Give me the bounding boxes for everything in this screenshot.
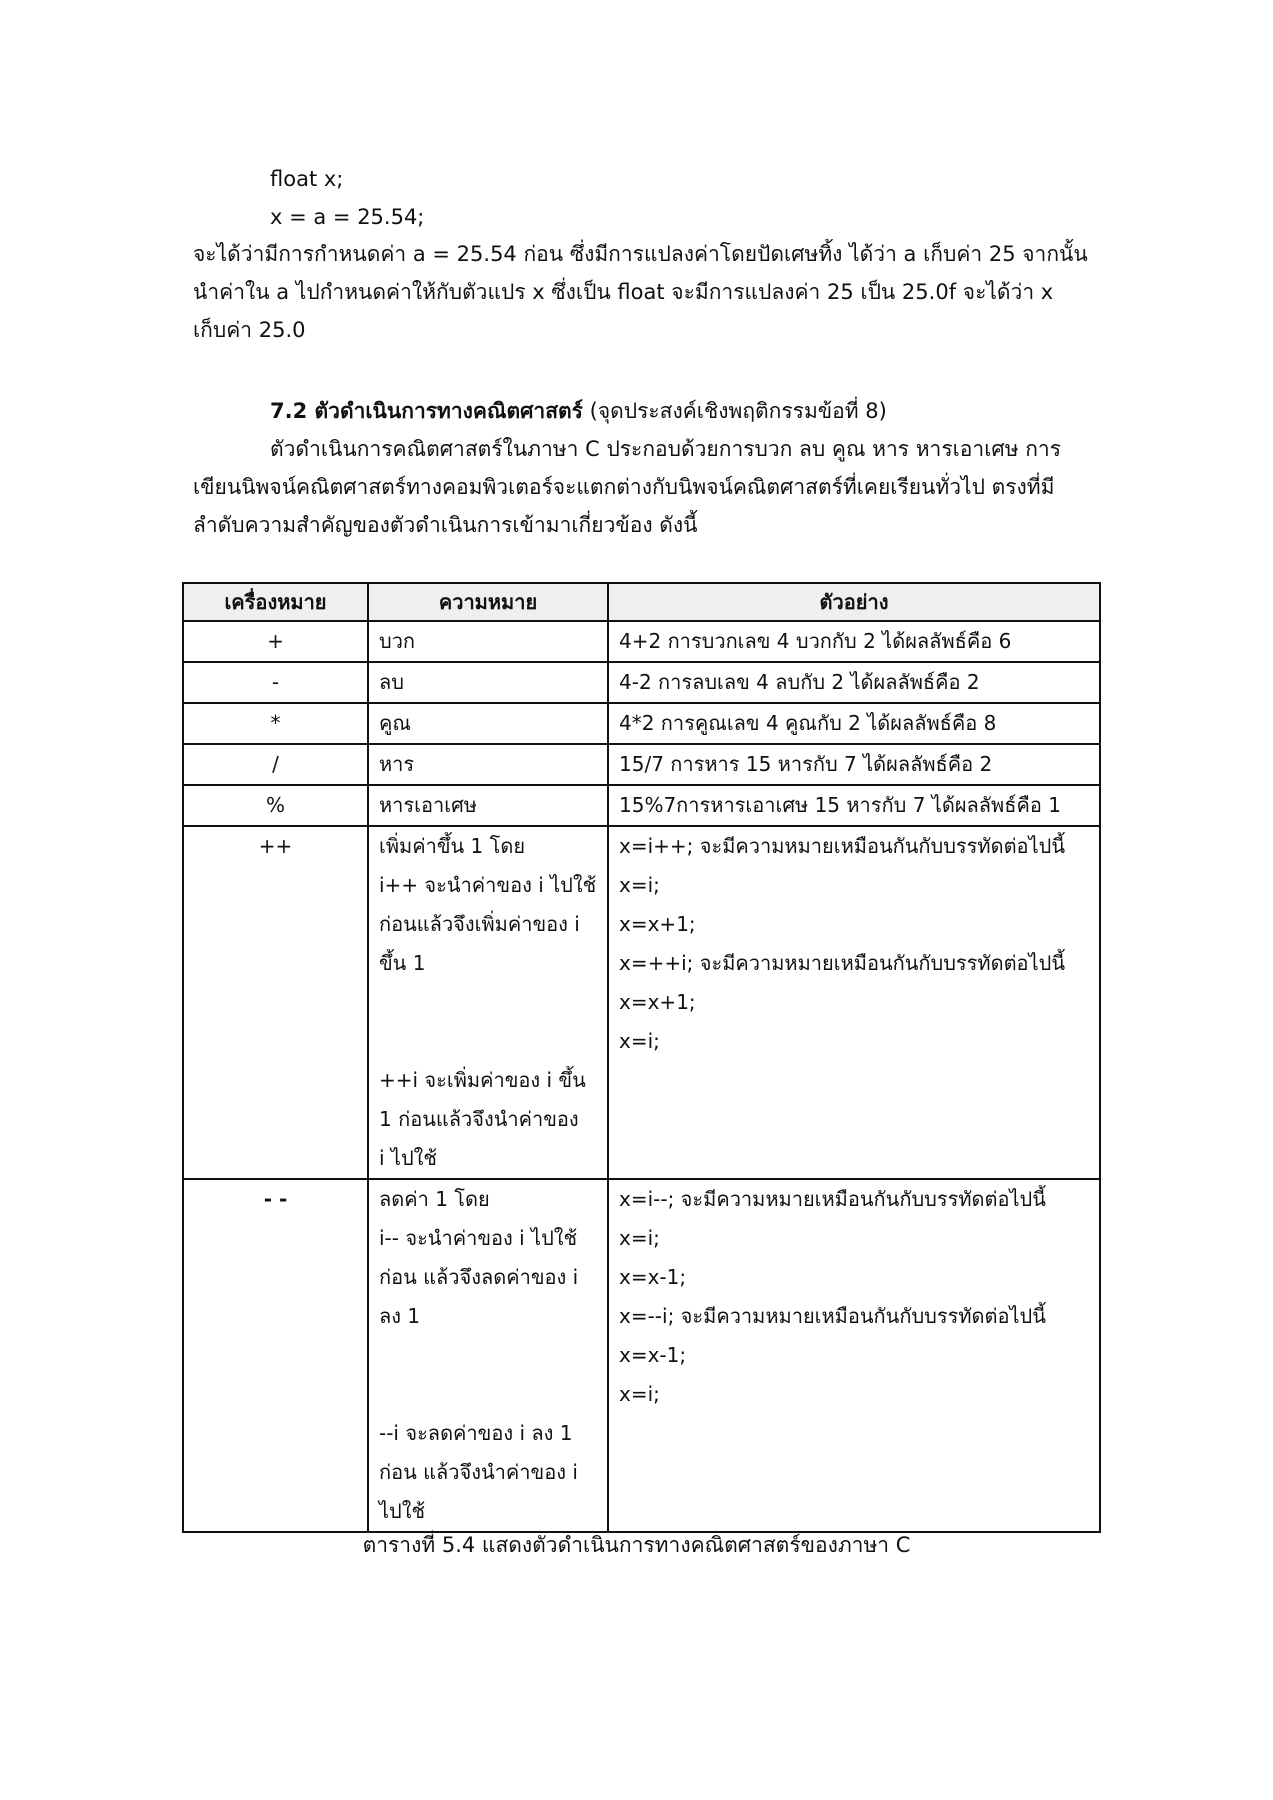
table-row — [183, 744, 1100, 785]
meaning-line: ขึ้น 1 — [379, 951, 426, 975]
table-row — [183, 662, 1100, 703]
example-line: x=i; — [619, 873, 660, 897]
table-row — [183, 703, 1100, 744]
row-symbol: + — [183, 621, 368, 662]
table-row-increment — [183, 826, 1100, 1179]
table-caption: ตารางที่ 5.4 แสดงตัวดำเนินการทางคณิตศาสตร์ของภาษา C — [362, 1533, 911, 1557]
row-symbol: * — [183, 703, 368, 744]
meaning-line: ลดค่า 1 โดย — [379, 1187, 490, 1211]
meaning-line: ไปใช้ — [379, 1499, 426, 1523]
intro-line-3: เก็บค่า 25.0 — [193, 318, 306, 342]
header-symbol: เครื่องหมาย — [183, 583, 368, 621]
example-line: x=x-1; — [619, 1265, 687, 1289]
spacer — [379, 1336, 597, 1414]
meaning-line: ก่อน แล้วจึงนำค่าของ i — [379, 1460, 578, 1484]
row-example: 4+2 การบวกเลข 4 บวกกับ 2 ได้ผลลัพธ์คือ 6 — [608, 621, 1100, 662]
row-meaning: หาร — [368, 744, 608, 785]
code-line-1: float x; — [270, 167, 344, 191]
example-line: x=++i; จะมีความหมายเหมือนกันกับบรรทัดต่อไปนี้ — [619, 951, 1065, 975]
intro-line-1: จะได้ว่ามีการกำหนดค่า a = 25.54 ก่อน ซึ่งมีการแปลงค่าโดยปัดเศษทิ้ง ได้ว่า a เก็บค่า 25 จากนั้น — [193, 242, 1088, 266]
row-symbol: - - — [183, 1179, 368, 1532]
example-line: x=--i; จะมีความหมายเหมือนกันกับบรรทัดต่อไปนี้ — [619, 1304, 1046, 1328]
header-example: ตัวอย่าง — [608, 583, 1100, 621]
operators-table — [182, 582, 1101, 1533]
example-line: x=x-1; — [619, 1343, 687, 1367]
row-example — [608, 826, 1100, 1179]
example-line: x=i; — [619, 1226, 660, 1250]
row-meaning: บวก — [368, 621, 608, 662]
row-symbol: ++ — [183, 826, 368, 1179]
table-header-row — [183, 583, 1100, 621]
meaning-line: ก่อนแล้วจึงเพิ่มค่าของ i — [379, 912, 580, 936]
row-symbol: - — [183, 662, 368, 703]
row-example: 15/7 การหาร 15 หารกับ 7 ได้ผลลัพธ์คือ 2 — [608, 744, 1100, 785]
table-row — [183, 621, 1100, 662]
section-line-3: ลำดับความสำคัญของตัวดำเนินการเข้ามาเกี่ยวข้อง ดังนี้ — [193, 513, 698, 537]
section-line-1: ตัวดำเนินการคณิตศาสตร์ในภาษา C ประกอบด้วยการบวก ลบ คูณ หาร หารเอาเศษ การ — [270, 437, 1062, 461]
row-meaning: หารเอาเศษ — [368, 785, 608, 826]
meaning-line: i-- จะนำค่าของ i ไปใช้ — [379, 1226, 578, 1250]
table-row-decrement — [183, 1179, 1100, 1532]
example-line: x=i; — [619, 1382, 660, 1406]
header-meaning: ความหมาย — [368, 583, 608, 621]
row-meaning — [368, 826, 608, 1179]
row-example: 4-2 การลบเลข 4 ลบกับ 2 ได้ผลลัพธ์คือ 2 — [608, 662, 1100, 703]
example-line: x=i--; จะมีความหมายเหมือนกันกับบรรทัดต่อไปนี้ — [619, 1187, 1046, 1211]
intro-paragraph — [193, 235, 1093, 349]
row-example: 4*2 การคูณเลข 4 คูณกับ 2 ได้ผลลัพธ์คือ 8 — [608, 703, 1100, 744]
meaning-line: --i จะลดค่าของ i ลง 1 — [379, 1421, 573, 1445]
section-note: (จุดประสงค์เชิงพฤติกรรมข้อที่ 8) — [582, 399, 887, 423]
intro-line-2: นำค่าใน a ไปกำหนดค่าให้กับตัวแปร x ซึ่งเป็น float จะมีการแปลงค่า 25 เป็น 25.0f จะได้ว่า x — [193, 280, 1054, 304]
example-line: x=i; — [619, 1029, 660, 1053]
row-meaning: ลบ — [368, 662, 608, 703]
row-symbol: % — [183, 785, 368, 826]
row-meaning: คูณ — [368, 703, 608, 744]
row-example — [608, 1179, 1100, 1532]
meaning-line: i ไปใช้ — [379, 1146, 438, 1170]
section-paragraph — [193, 430, 1093, 544]
code-line-2: x = a = 25.54; — [270, 205, 425, 229]
meaning-line: 1 ก่อนแล้วจึงนำค่าของ — [379, 1107, 579, 1131]
section-title: 7.2 ตัวดำเนินการทางคณิตศาสตร์ — [270, 399, 583, 423]
table-row — [183, 785, 1100, 826]
meaning-line: ++i จะเพิ่มค่าของ i ขึ้น — [379, 1068, 586, 1092]
meaning-line: ก่อน แล้วจึงลดค่าของ i — [379, 1265, 579, 1289]
example-line: x=i++; จะมีความหมายเหมือนกันกับบรรทัดต่อไปนี้ — [619, 834, 1065, 858]
meaning-line: i++ จะนำค่าของ i ไปใช้ — [379, 873, 597, 897]
meaning-line: ลง 1 — [379, 1304, 421, 1328]
row-meaning — [368, 1179, 608, 1532]
spacer — [379, 983, 597, 1061]
section-heading — [270, 392, 887, 430]
example-line: x=x+1; — [619, 990, 696, 1014]
row-example: 15%7การหารเอาเศษ 15 หารกับ 7 ได้ผลลัพธ์คือ 1 — [608, 785, 1100, 826]
section-line-2: เขียนนิพจน์คณิตศาสตร์ทางคอมพิวเตอร์จะแตกต่างกับนิพจน์คณิตศาสตร์ที่เคยเรียนทั่วไป ตรงที่มี — [193, 475, 1055, 499]
example-line: x=x+1; — [619, 912, 696, 936]
meaning-line: เพิ่มค่าขึ้น 1 โดย — [379, 834, 526, 858]
row-symbol: / — [183, 744, 368, 785]
